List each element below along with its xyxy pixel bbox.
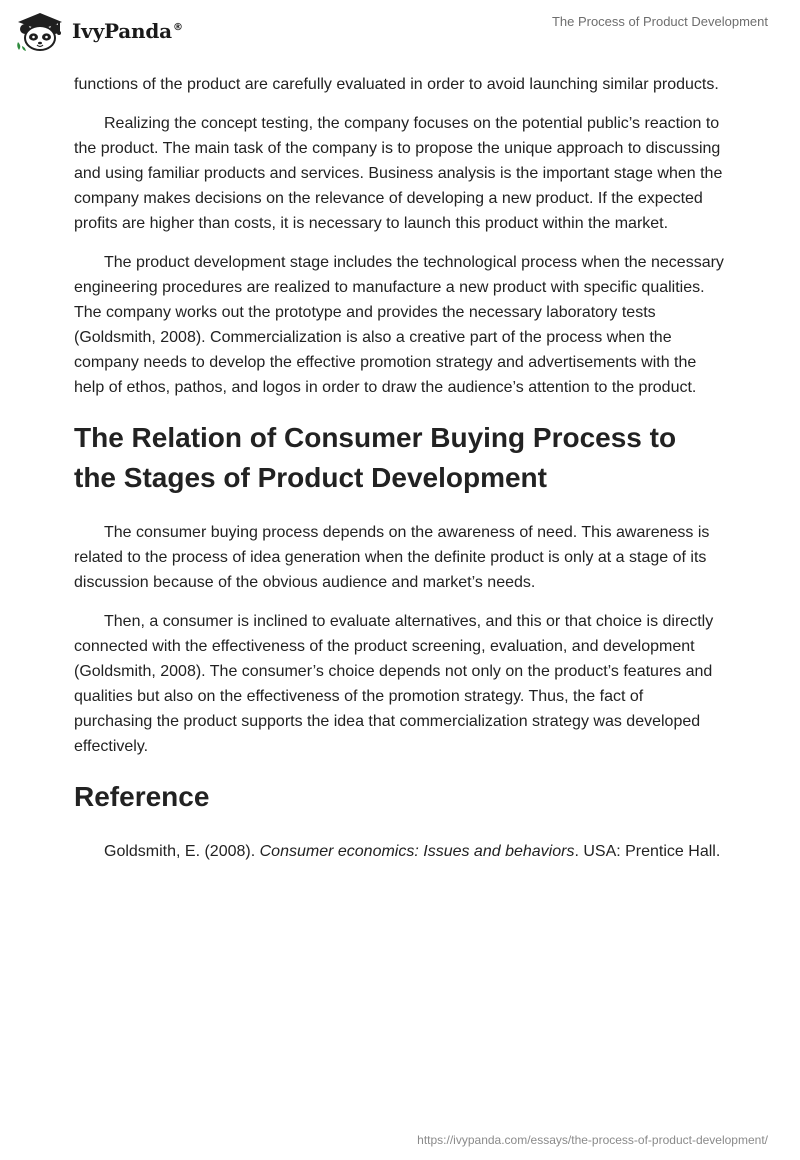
panda-graduation-cap-icon (14, 10, 66, 52)
document-title: The Process of Product Development (551, 14, 768, 29)
paragraph-evaluate-alternatives: Then, a consumer is inclined to evaluate alternatives, and this or that choice is directly connected with the effectiveness of the product screening, evaluation, and development (Goldsmith, 2008). The consumer’s choice depends not only on the product’s features and qualities but also on the effectiveness of the promotion strategy. Thus, the fact of purchasing the product supports the idea that commercialization strategy was developed effectively. (74, 613, 714, 755)
section-heading-relation: The Relation of Consumer Buying Process to the Stages of Product Development (74, 422, 677, 493)
essay-content (74, 72, 724, 878)
ivypanda-logo[interactable] (14, 10, 183, 52)
reference-publisher: . USA: Prentice Hall. (574, 843, 721, 860)
paragraph-concept-testing: Realizing the concept testing, the company focuses on the potential public’s reaction to the product. The main task of the company is to propose the unique approach to discussing and using familiar products and services. Business analysis is the important stage when the company makes decisions on the relevance of developing a new product. If the expected profits are higher than costs, it is necessary to launch this product within the market. (74, 115, 723, 232)
page-header (0, 0, 800, 70)
reference-entry (74, 839, 724, 864)
reference-title: Consumer economics: Issues and behaviors (259, 843, 575, 860)
footer-url-link[interactable]: https://ivypanda.com/essays/the-process-of-product-development/ (417, 1133, 768, 1147)
reference-author-year: Goldsmith, E. (2008). (104, 843, 260, 860)
paragraph-continuation: functions of the product are carefully evaluated in order to avoid launching similar products. (74, 76, 719, 93)
logo-text: IvyPanda® (72, 19, 183, 43)
paragraph-buying-process: The consumer buying process depends on the awareness of need. This awareness is related to the process of idea generation when the definite product is only at a stage of its discussion because of the obvious audience and market’s needs. (74, 524, 710, 591)
paragraph-product-development-stage: The product development stage includes the technological process when the necessary engineering procedures are realized to manufacture a new product with specific qualities. The company works out the prototype and provides the necessary laboratory tests (Goldsmith, 2008). Commercialization is also a creative part of the process when the company needs to develop the effective promotion strategy and advertisements with the help of ethos, pathos, and logos in order to draw the audience’s attention to the product. (74, 254, 724, 396)
section-heading-reference: Reference (74, 781, 210, 812)
registered-mark: ® (172, 22, 183, 34)
